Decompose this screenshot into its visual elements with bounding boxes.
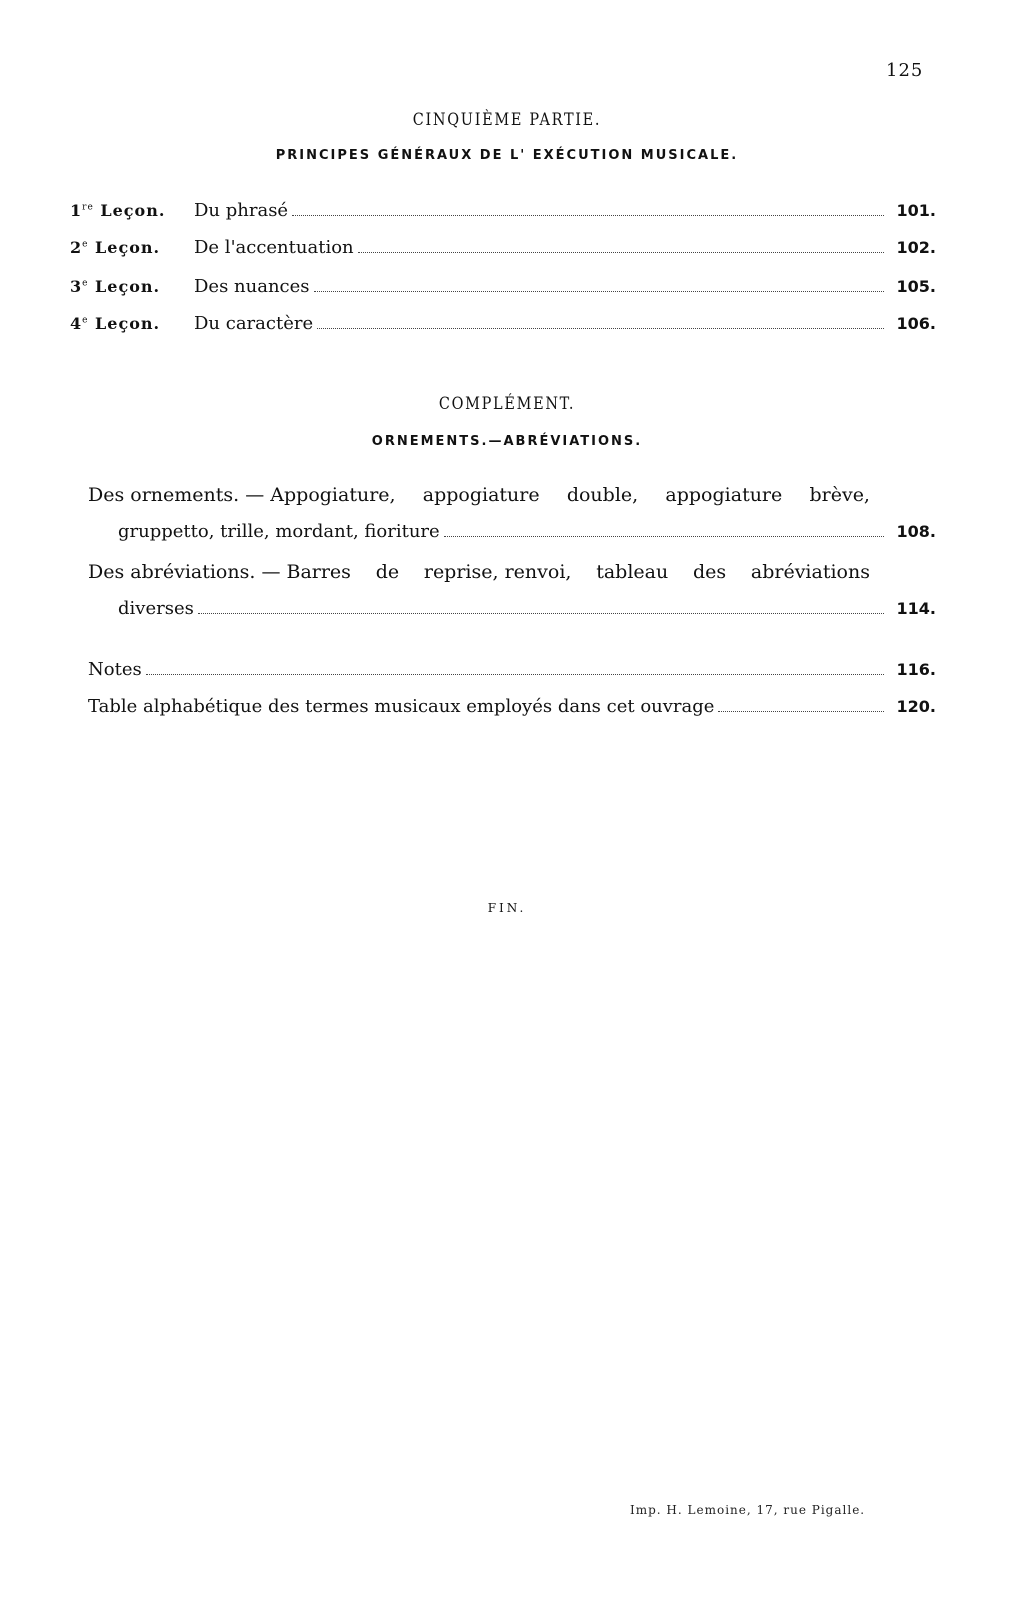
text-segment: abréviations [750,561,870,583]
toc-row-lesson-4 [70,313,936,334]
printer-imprint: Imp. H. Lemoine, 17, rue Pigalle. [630,1503,866,1517]
dot-leader [146,673,884,675]
dot-leader [317,327,884,329]
table-row [88,696,936,717]
ornaments-line-1 [88,484,870,506]
dot-leader [444,535,884,537]
abbreviations-line-1 [88,561,870,583]
page-ref: 108. [896,522,936,541]
lesson-number: 4e Leçon. [70,314,161,333]
page-number: 125 [886,60,924,81]
complement-title: COMPLÉMENT. [438,394,576,414]
entry-text: Du caractère [194,313,314,334]
text-segment: appogiature [665,484,783,506]
entry-text: Du phrasé [194,200,289,221]
text-segment: brève, [809,484,870,506]
toc-row-lesson-3 [70,276,936,297]
dot-leader [198,612,884,614]
page-ref: 106. [896,314,936,333]
part-title: CINQUIÈME PARTIE. [412,110,602,130]
page-ref: 114. [896,599,936,618]
section-subtitle: PRINCIPES GÉNÉRAUX DE L' EXÉCUTION MUSICALE. [275,148,739,163]
abbreviations-line-2 [118,598,936,619]
complement-subtitle: ORNEMENTS.—ABRÉVIATIONS. [371,434,643,449]
entry-text: Table alphabétique des termes musicaux employés dans cet ouvrage [88,696,715,717]
page-ref: 120. [896,697,936,716]
page-ref: 102. [896,238,936,257]
notes-row [88,659,936,680]
text-segment: des [692,561,727,583]
entry-text: diverses [118,598,194,619]
dot-leader [292,214,884,216]
text-segment: tableau [596,561,669,583]
page-ref: 105. [896,277,936,296]
fin-marker: FIN. [487,901,527,915]
dot-leader [358,251,884,253]
lesson-number: 3e Leçon. [70,277,161,296]
lesson-number: 1re Leçon. [70,201,166,220]
page-ref: 116. [896,660,936,679]
entry-text: Notes [88,659,142,680]
text-segment: Des ornements. — Appogiature, [88,484,396,506]
text-segment: de [375,561,400,583]
entry-text: Des nuances [194,276,310,297]
text-segment: double, [566,484,639,506]
entry-text: gruppetto, trille, mordant, fioriture [118,521,440,542]
ornaments-line-2 [118,521,936,542]
dot-leader [314,290,884,292]
text-segment: reprise, renvoi, [423,561,572,583]
lesson-number: 2e Leçon. [70,238,161,257]
text-segment: Des abréviations. — Barres [88,561,351,583]
text-segment: appogiature [422,484,540,506]
page-ref: 101. [896,201,936,220]
toc-row-lesson-1 [70,200,936,221]
toc-row-lesson-2 [70,237,936,258]
entry-text: De l'accentuation [194,237,354,258]
dot-leader [718,710,884,712]
